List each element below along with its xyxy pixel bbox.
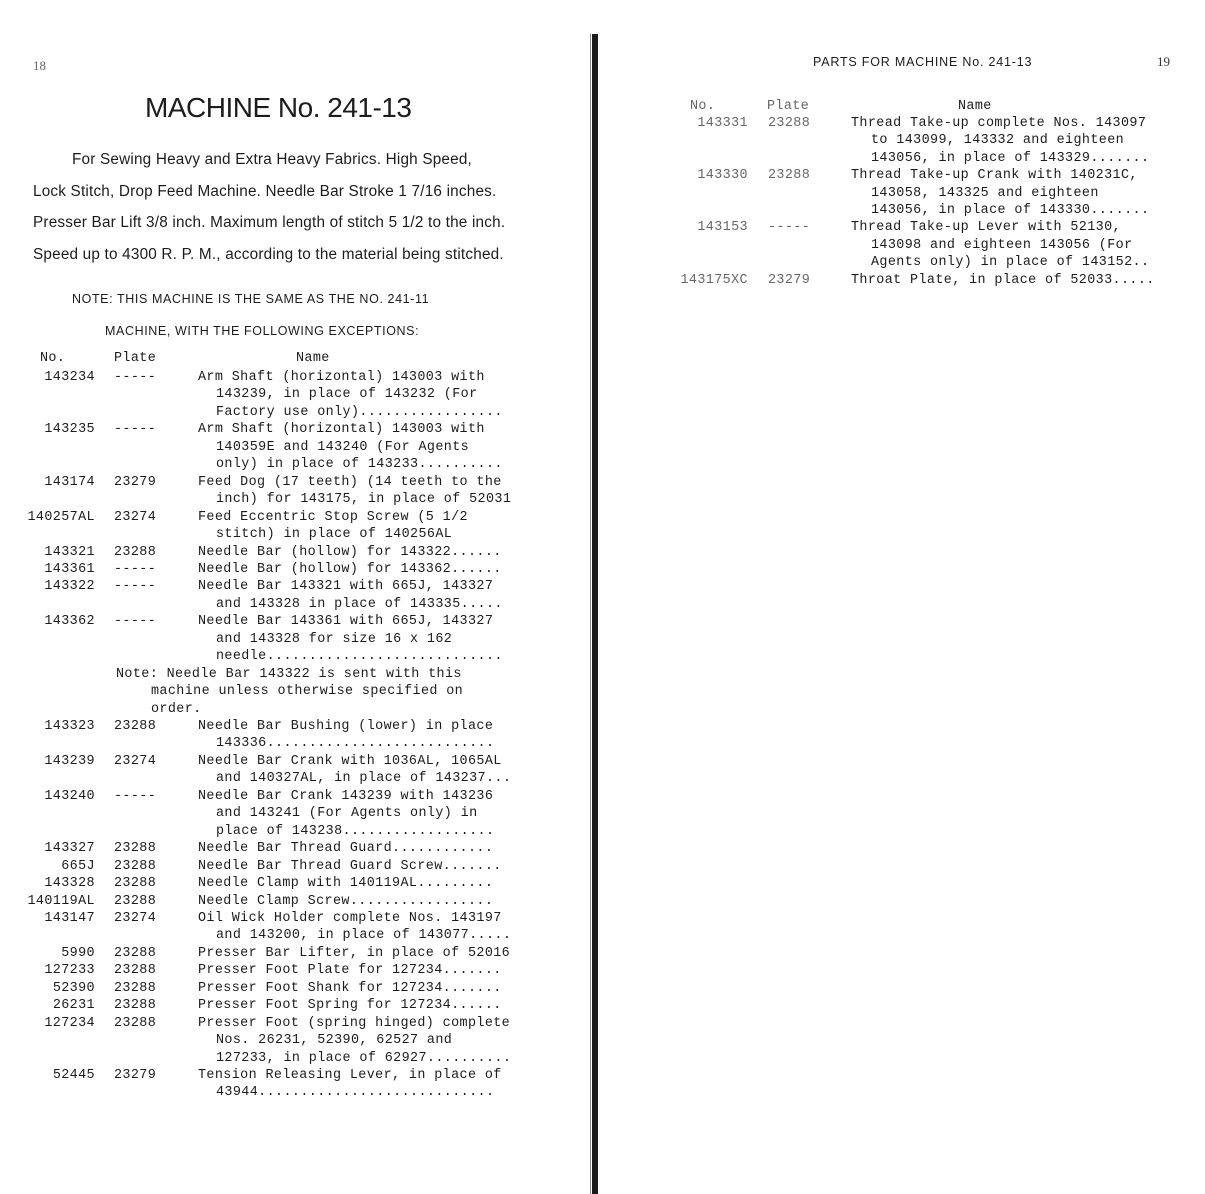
part-name: place of 143238.................. <box>216 823 495 839</box>
part-name: Feed Dog (17 teeth) (14 teeth to the <box>198 474 502 490</box>
part-number: 143322 <box>44 579 95 595</box>
part-name: needle............................ <box>216 649 503 665</box>
part-number: 143331 <box>697 116 748 131</box>
part-name: Presser Foot Plate for 127234....... <box>198 963 502 979</box>
plate-number: 23288 <box>114 945 157 961</box>
plate-number: 23288 <box>114 998 157 1014</box>
part-name: 143239, in place of 143232 (For <box>216 387 478 403</box>
part-number: 143321 <box>44 544 95 560</box>
part-name: Thread Take-up complete Nos. 143097 <box>851 116 1147 131</box>
part-number: 143362 <box>44 614 95 630</box>
note-line: Note: Needle Bar 143322 is sent with this <box>116 666 462 682</box>
book-spine <box>592 34 598 1194</box>
part-name: Needle Bar (hollow) for 143362...... <box>198 561 502 577</box>
note-line: machine unless otherwise specified on <box>151 684 464 700</box>
part-name: Needle Clamp with 140119AL......... <box>198 876 494 892</box>
part-name: and 143241 (For Agents only) in <box>216 806 478 822</box>
part-name: 43944............................ <box>216 1085 495 1101</box>
plate-number: 23279 <box>114 1068 157 1083</box>
part-name: Needle Bar Thread Guard............ <box>198 841 494 857</box>
part-number: 143323 <box>44 719 95 734</box>
part-name: Arm Shaft (horizontal) 143003 with <box>198 422 485 438</box>
plate-number: 23288 <box>114 876 157 892</box>
part-name: 127233, in place of 62927.......... <box>216 1050 512 1066</box>
plate-number: 23274 <box>114 753 157 769</box>
part-name: inch) for 143175, in place of 52031 <box>216 492 512 508</box>
part-name: Needle Bar Crank 143239 with 143236 <box>198 788 494 804</box>
part-name: only) in place of 143233.......... <box>216 457 503 473</box>
part-number: 127234 <box>44 1015 95 1031</box>
part-name: Presser Foot Shank for 127234....... <box>198 980 502 996</box>
plate-number: ----- <box>114 370 157 385</box>
plate-number: 23274 <box>114 509 157 525</box>
plate-number: 23288 <box>114 1015 157 1031</box>
part-number: 52445 <box>52 1068 95 1083</box>
part-name: Oil Wick Holder complete Nos. 143197 <box>198 910 502 926</box>
plate-number: 23274 <box>114 910 157 926</box>
part-number: 143239 <box>44 753 95 769</box>
plate-number: 23288 <box>114 544 157 560</box>
part-number: 5990 <box>61 945 95 961</box>
part-number: 52390 <box>52 980 95 996</box>
part-number: 143174 <box>44 474 95 490</box>
part-number: 143235 <box>44 422 95 438</box>
part-name: Feed Eccentric Stop Screw (5 1/2 <box>198 509 468 525</box>
part-name: and 140327AL, in place of 143237... <box>216 771 512 787</box>
part-name: Nos. 26231, 52390, 62527 and <box>216 1033 453 1049</box>
part-name: 143056, in place of 143329....... <box>871 150 1150 166</box>
plate-number: ----- <box>114 561 157 577</box>
intro-line: For Sewing Heavy and Extra Heavy Fabrics. High Speed, <box>72 151 472 168</box>
running-header: PARTS FOR MACHINE No. 241-13 <box>813 55 1033 69</box>
part-name: 140359E and 143240 (For Agents <box>216 439 470 455</box>
intro-line: Speed up to 4300 R. P. M., according to the material being stitched. <box>33 246 504 263</box>
part-number: 140257AL <box>27 509 95 525</box>
part-name: Presser Foot Spring for 127234...... <box>198 998 502 1014</box>
plate-number: 23288 <box>114 841 157 857</box>
plate-number: 23279 <box>114 474 157 490</box>
part-number: 143330 <box>697 168 748 184</box>
column-header-plate: Plate <box>767 99 810 114</box>
part-name: 143056, in place of 143330....... <box>871 203 1150 218</box>
plate-number: ----- <box>114 788 157 804</box>
part-number: 143175XC <box>680 272 748 288</box>
intro-line: Lock Stitch, Drop Feed Machine. Needle Bar Stroke 1 7/16 inches. <box>33 183 497 200</box>
part-name: and 143200, in place of 143077..... <box>216 928 512 944</box>
part-name: 143058, 143325 and eighteen <box>871 185 1099 201</box>
part-number: 143147 <box>44 910 95 926</box>
part-name: Needle Bar Crank with 1036AL, 1065AL <box>198 753 502 769</box>
part-number: 143328 <box>44 876 95 892</box>
plate-number: ----- <box>114 614 157 630</box>
column-header-name: Name <box>958 99 992 114</box>
part-number: 26231 <box>52 998 95 1014</box>
exceptions-note: MACHINE, WITH THE FOLLOWING EXCEPTIONS: <box>105 324 420 338</box>
part-number: 143240 <box>44 788 95 804</box>
part-name: Needle Bar (hollow) for 143322...... <box>198 544 502 560</box>
part-name: Needle Bar 143321 with 665J, 143327 <box>198 579 494 595</box>
plate-number: 23288 <box>768 116 811 131</box>
part-name: Thread Take-up Lever with 52130, <box>851 220 1121 236</box>
part-name: Factory use only)................. <box>216 404 503 420</box>
part-name: Needle Bar Thread Guard Screw....... <box>198 858 502 874</box>
plate-number: 23288 <box>114 980 157 996</box>
part-number: 140119AL <box>27 893 95 909</box>
part-name: Presser Bar Lifter, in place of 52016 <box>198 945 511 961</box>
plate-number: 23279 <box>768 272 811 288</box>
part-number: 143153 <box>697 220 748 236</box>
part-number: 127233 <box>44 963 95 979</box>
part-name: to 143099, 143332 and eighteen <box>871 133 1125 149</box>
exceptions-note: NOTE: THIS MACHINE IS THE SAME AS THE NO. 241-11 <box>72 292 430 306</box>
plate-number: ----- <box>114 422 157 438</box>
part-name: 143098 and eighteen 143056 (For <box>871 237 1133 253</box>
column-header-no: No. <box>40 351 66 366</box>
plate-number: ----- <box>768 220 811 236</box>
part-name: stitch) in place of 140256AL <box>216 527 453 543</box>
page-title: MACHINE No. 241-13 <box>145 92 412 123</box>
part-name: and 143328 in place of 143335..... <box>216 596 503 612</box>
column-header-no: No. <box>690 99 716 114</box>
plate-number: ----- <box>114 579 157 595</box>
part-number: 143234 <box>44 370 95 385</box>
part-name: 143336........................... <box>216 736 495 752</box>
book-spine-edge <box>590 34 591 1194</box>
part-name: Presser Foot (spring hinged) complete <box>198 1015 511 1031</box>
part-name: Needle Bar 143361 with 665J, 143327 <box>198 614 494 630</box>
plate-number: 23288 <box>114 963 157 979</box>
column-header-name: Name <box>296 351 330 366</box>
part-name: Throat Plate, in place of 52033..... <box>851 272 1155 288</box>
part-number: 143327 <box>44 841 95 857</box>
part-name: Agents only) in place of 143152.. <box>871 255 1150 271</box>
part-number: 665J <box>61 858 95 874</box>
part-name: Needle Clamp Screw................. <box>198 893 494 909</box>
part-name: and 143328 for size 16 x 162 <box>216 631 453 647</box>
plate-number: 23288 <box>114 893 157 909</box>
plate-number: 23288 <box>768 168 811 184</box>
intro-line: Presser Bar Lift 3/8 inch. Maximum length of stitch 5 1/2 to the inch. <box>33 214 506 231</box>
column-header-plate: Plate <box>114 351 157 366</box>
part-name: Arm Shaft (horizontal) 143003 with <box>198 370 485 385</box>
plate-number: 23288 <box>114 858 157 874</box>
part-name: Needle Bar Bushing (lower) in place <box>198 719 494 734</box>
left-page-number: 18 <box>33 58 46 73</box>
right-page-number: 19 <box>1157 54 1170 69</box>
note-line: order. <box>151 701 202 717</box>
plate-number: 23288 <box>114 719 157 734</box>
part-name: Tension Releasing Lever, in place of <box>198 1068 502 1083</box>
part-name: Thread Take-up Crank with 140231C, <box>851 168 1138 184</box>
part-number: 143361 <box>44 561 95 577</box>
